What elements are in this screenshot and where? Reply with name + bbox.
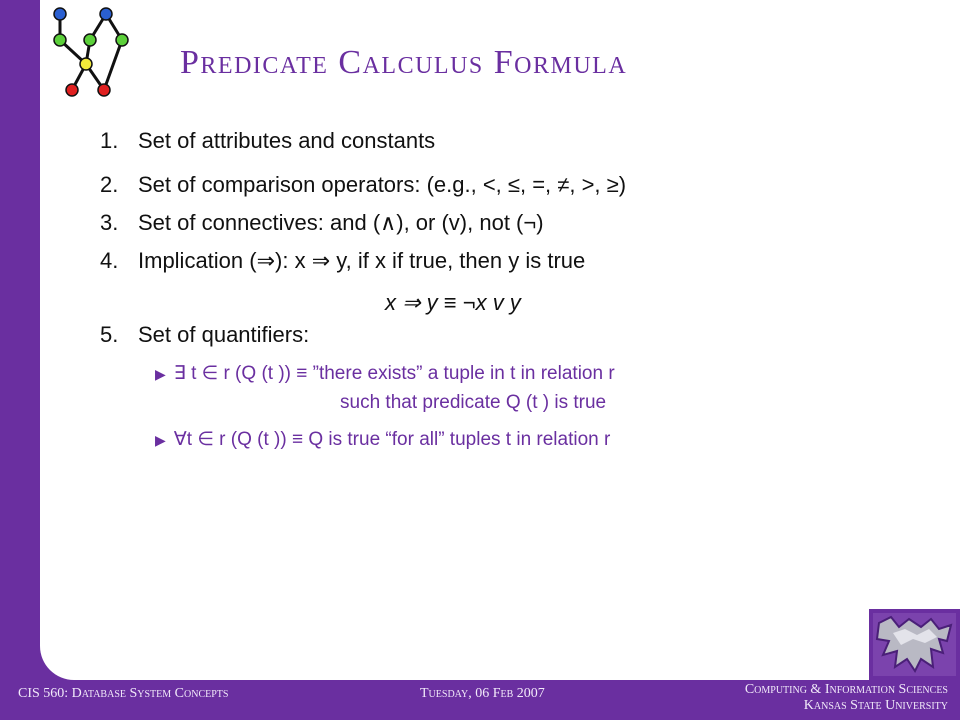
footer-dept-line1: Computing & Information Sciences — [744, 682, 948, 697]
list-item-5 — [100, 322, 309, 348]
list-text: Set of quantifiers: — [138, 322, 310, 347]
list-text: Set of connectives: and (∧), or (v), not (¬) — [138, 210, 544, 235]
list-item-4 — [100, 248, 585, 274]
footer-course: CIS 560: Database System Concepts — [18, 686, 229, 701]
list-number: 4. — [100, 248, 119, 273]
footer-dept-line2: Kansas State University — [803, 698, 948, 713]
list-item-3 — [100, 210, 544, 236]
subitem-text: ∃ t ∈ r (Q (t )) ≡ ”there exists” a tuple in t in relation r — [173, 363, 615, 384]
triangle-bullet-icon: ▶ — [155, 366, 166, 382]
subitem-exists-continuation: such that predicate Q (t ) is true — [340, 392, 607, 413]
list-item-2 — [100, 172, 626, 198]
list-text: Set of comparison operators: (e.g., <, ≤, =, ≠, >, ≥) — [138, 172, 627, 197]
list-item-1 — [100, 128, 435, 154]
slide-title: Predicate Calculus Formula — [180, 44, 628, 81]
subitem-forall — [155, 428, 610, 451]
implication-formula: x ⇒ y ≡ ¬x v y — [385, 290, 521, 315]
list-text: Implication (⇒): x ⇒ y, if x if true, then y is true — [138, 248, 586, 273]
footer-date: Tuesday, 06 Feb 2007 — [420, 686, 545, 701]
subitem-exists — [155, 362, 615, 385]
footer-department — [745, 682, 948, 714]
list-number: 5. — [100, 322, 119, 347]
graph-network-logo-icon — [40, 2, 140, 98]
list-text: Set of attributes and constants — [138, 128, 436, 153]
list-number: 3. — [100, 210, 119, 235]
subitem-text: ∀t ∈ r (Q (t )) ≡ Q is true “for all” tuples t in relation r — [173, 429, 611, 450]
triangle-bullet-icon: ▶ — [155, 432, 166, 448]
list-number: 2. — [100, 172, 119, 197]
list-number: 1. — [100, 128, 119, 153]
kansas-state-wildcat-logo-icon — [869, 609, 960, 680]
